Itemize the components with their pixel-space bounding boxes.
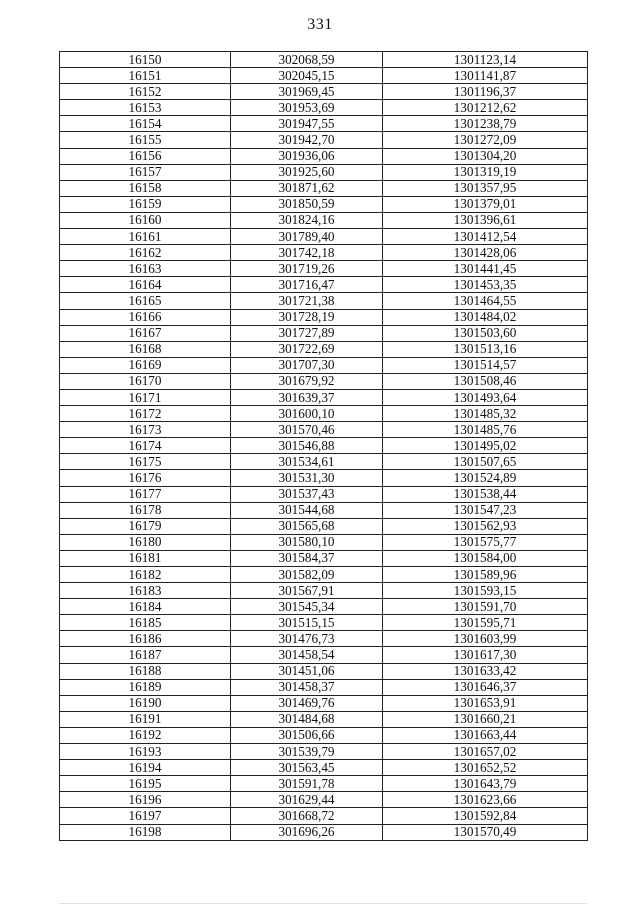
point-number-cell: 16188	[60, 663, 231, 679]
point-number-cell: 16173	[60, 422, 231, 438]
point-number-cell: 16168	[60, 341, 231, 357]
y-coordinate-cell: 1301584,00	[383, 550, 588, 566]
y-coordinate-cell: 1301508,46	[383, 373, 588, 389]
y-coordinate-cell: 1301319,19	[383, 164, 588, 180]
table-row	[60, 438, 588, 454]
table-row	[60, 196, 588, 212]
point-number-cell: 16159	[60, 196, 231, 212]
y-coordinate-cell: 1301562,93	[383, 518, 588, 534]
y-coordinate-cell: 1301304,20	[383, 148, 588, 164]
table-row	[60, 615, 588, 631]
y-coordinate-cell: 1301123,14	[383, 52, 588, 68]
y-coordinate-cell: 1301493,64	[383, 389, 588, 405]
table-row	[60, 325, 588, 341]
y-coordinate-cell: 1301238,79	[383, 116, 588, 132]
table-row	[60, 518, 588, 534]
table-row	[60, 599, 588, 615]
x-coordinate-cell: 301707,30	[231, 357, 383, 373]
x-coordinate-cell: 301580,10	[231, 534, 383, 550]
table-row	[60, 776, 588, 792]
x-coordinate-cell: 301721,38	[231, 293, 383, 309]
point-number-cell: 16154	[60, 116, 231, 132]
table-row	[60, 454, 588, 470]
table-row	[60, 116, 588, 132]
table-row	[60, 792, 588, 808]
x-coordinate-cell: 301679,92	[231, 373, 383, 389]
x-coordinate-cell: 301545,34	[231, 599, 383, 615]
point-number-cell: 16169	[60, 357, 231, 373]
point-number-cell: 16170	[60, 373, 231, 389]
point-number-cell: 16192	[60, 727, 231, 743]
x-coordinate-cell: 301722,69	[231, 341, 383, 357]
x-coordinate-cell: 301600,10	[231, 406, 383, 422]
y-coordinate-cell: 1301212,62	[383, 100, 588, 116]
table-row	[60, 534, 588, 550]
table-row	[60, 760, 588, 776]
table-row	[60, 148, 588, 164]
y-coordinate-cell: 1301643,79	[383, 776, 588, 792]
table-row	[60, 406, 588, 422]
x-coordinate-cell: 301451,06	[231, 663, 383, 679]
table-row	[60, 727, 588, 743]
table-row	[60, 711, 588, 727]
point-number-cell: 16198	[60, 824, 231, 840]
y-coordinate-cell: 1301503,60	[383, 325, 588, 341]
point-number-cell: 16197	[60, 808, 231, 824]
table-row	[60, 422, 588, 438]
point-number-cell: 16187	[60, 647, 231, 663]
y-coordinate-cell: 1301464,55	[383, 293, 588, 309]
x-coordinate-cell: 301539,79	[231, 744, 383, 760]
x-coordinate-cell: 301969,45	[231, 84, 383, 100]
x-coordinate-cell: 301584,37	[231, 550, 383, 566]
point-number-cell: 16180	[60, 534, 231, 550]
table-row	[60, 744, 588, 760]
point-number-cell: 16196	[60, 792, 231, 808]
point-number-cell: 16162	[60, 245, 231, 261]
table-row	[60, 341, 588, 357]
x-coordinate-cell: 301544,68	[231, 502, 383, 518]
x-coordinate-cell: 301582,09	[231, 567, 383, 583]
y-coordinate-cell: 1301485,32	[383, 406, 588, 422]
point-number-cell: 16191	[60, 711, 231, 727]
point-number-cell: 16190	[60, 695, 231, 711]
table-row	[60, 100, 588, 116]
x-coordinate-cell: 301953,69	[231, 100, 383, 116]
table-row	[60, 309, 588, 325]
point-number-cell: 16177	[60, 486, 231, 502]
point-number-cell: 16174	[60, 438, 231, 454]
table-row	[60, 293, 588, 309]
x-coordinate-cell: 301719,26	[231, 261, 383, 277]
x-coordinate-cell: 301531,30	[231, 470, 383, 486]
table-row	[60, 261, 588, 277]
point-number-cell: 16164	[60, 277, 231, 293]
x-coordinate-cell: 301506,66	[231, 727, 383, 743]
table-row	[60, 277, 588, 293]
x-coordinate-cell: 301824,16	[231, 212, 383, 228]
y-coordinate-cell: 1301595,71	[383, 615, 588, 631]
x-coordinate-cell: 301639,37	[231, 389, 383, 405]
y-coordinate-cell: 1301653,91	[383, 695, 588, 711]
y-coordinate-cell: 1301603,99	[383, 631, 588, 647]
y-coordinate-cell: 1301441,45	[383, 261, 588, 277]
point-number-cell: 16151	[60, 68, 231, 84]
y-coordinate-cell: 1301623,66	[383, 792, 588, 808]
x-coordinate-cell: 301591,78	[231, 776, 383, 792]
y-coordinate-cell: 1301547,23	[383, 502, 588, 518]
y-coordinate-cell: 1301589,96	[383, 567, 588, 583]
point-number-cell: 16179	[60, 518, 231, 534]
point-number-cell: 16167	[60, 325, 231, 341]
table-row	[60, 229, 588, 245]
y-coordinate-cell: 1301652,52	[383, 760, 588, 776]
x-coordinate-cell: 301728,19	[231, 309, 383, 325]
x-coordinate-cell: 301947,55	[231, 116, 383, 132]
point-number-cell: 16158	[60, 180, 231, 196]
y-coordinate-cell: 1301412,54	[383, 229, 588, 245]
table-row	[60, 132, 588, 148]
table-row	[60, 550, 588, 566]
y-coordinate-cell: 1301663,44	[383, 727, 588, 743]
point-number-cell: 16185	[60, 615, 231, 631]
point-number-cell: 16155	[60, 132, 231, 148]
point-number-cell: 16182	[60, 567, 231, 583]
table-row	[60, 583, 588, 599]
y-coordinate-cell: 1301575,77	[383, 534, 588, 550]
table-row	[60, 647, 588, 663]
x-coordinate-cell: 302068,59	[231, 52, 383, 68]
point-number-cell: 16195	[60, 776, 231, 792]
x-coordinate-cell: 301458,54	[231, 647, 383, 663]
table-row	[60, 824, 588, 840]
point-number-cell: 16186	[60, 631, 231, 647]
table-row	[60, 502, 588, 518]
x-coordinate-cell: 302045,15	[231, 68, 383, 84]
point-number-cell: 16156	[60, 148, 231, 164]
table-row	[60, 52, 588, 68]
x-coordinate-cell: 301563,45	[231, 760, 383, 776]
y-coordinate-cell: 1301485,76	[383, 422, 588, 438]
x-coordinate-cell: 301537,43	[231, 486, 383, 502]
x-coordinate-cell: 301925,60	[231, 164, 383, 180]
y-coordinate-cell: 1301453,35	[383, 277, 588, 293]
y-coordinate-cell: 1301272,09	[383, 132, 588, 148]
table-row	[60, 357, 588, 373]
point-number-cell: 16194	[60, 760, 231, 776]
y-coordinate-cell: 1301570,49	[383, 824, 588, 840]
point-number-cell: 16161	[60, 229, 231, 245]
table-row	[60, 212, 588, 228]
point-number-cell: 16166	[60, 309, 231, 325]
coordinates-table-body	[60, 52, 588, 841]
point-number-cell: 16193	[60, 744, 231, 760]
point-number-cell: 16172	[60, 406, 231, 422]
x-coordinate-cell: 301469,76	[231, 695, 383, 711]
point-number-cell: 16160	[60, 212, 231, 228]
y-coordinate-cell: 1301495,02	[383, 438, 588, 454]
y-coordinate-cell: 1301646,37	[383, 679, 588, 695]
x-coordinate-cell: 301476,73	[231, 631, 383, 647]
y-coordinate-cell: 1301396,61	[383, 212, 588, 228]
point-number-cell: 16183	[60, 583, 231, 599]
point-number-cell: 16176	[60, 470, 231, 486]
table-row	[60, 180, 588, 196]
point-number-cell: 16189	[60, 679, 231, 695]
x-coordinate-cell: 301567,91	[231, 583, 383, 599]
y-coordinate-cell: 1301591,70	[383, 599, 588, 615]
x-coordinate-cell: 301696,26	[231, 824, 383, 840]
y-coordinate-cell: 1301592,84	[383, 808, 588, 824]
point-number-cell: 16175	[60, 454, 231, 470]
coordinates-table	[59, 51, 588, 841]
x-coordinate-cell: 301515,15	[231, 615, 383, 631]
table-row	[60, 679, 588, 695]
table-row	[60, 389, 588, 405]
point-number-cell: 16150	[60, 52, 231, 68]
y-coordinate-cell: 1301633,42	[383, 663, 588, 679]
y-coordinate-cell: 1301524,89	[383, 470, 588, 486]
y-coordinate-cell: 1301379,01	[383, 196, 588, 212]
y-coordinate-cell: 1301196,37	[383, 84, 588, 100]
y-coordinate-cell: 1301141,87	[383, 68, 588, 84]
x-coordinate-cell: 301936,06	[231, 148, 383, 164]
x-coordinate-cell: 301742,18	[231, 245, 383, 261]
y-coordinate-cell: 1301660,21	[383, 711, 588, 727]
table-row	[60, 245, 588, 261]
point-number-cell: 16171	[60, 389, 231, 405]
table-row	[60, 486, 588, 502]
page-bottom-edge	[59, 903, 587, 904]
table-row	[60, 373, 588, 389]
y-coordinate-cell: 1301507,65	[383, 454, 588, 470]
table-row	[60, 68, 588, 84]
x-coordinate-cell: 301629,44	[231, 792, 383, 808]
x-coordinate-cell: 301546,88	[231, 438, 383, 454]
table-row	[60, 84, 588, 100]
x-coordinate-cell: 301565,68	[231, 518, 383, 534]
x-coordinate-cell: 301716,47	[231, 277, 383, 293]
y-coordinate-cell: 1301513,16	[383, 341, 588, 357]
y-coordinate-cell: 1301357,95	[383, 180, 588, 196]
point-number-cell: 16178	[60, 502, 231, 518]
x-coordinate-cell: 301727,89	[231, 325, 383, 341]
table-row	[60, 470, 588, 486]
table-row	[60, 567, 588, 583]
y-coordinate-cell: 1301657,02	[383, 744, 588, 760]
y-coordinate-cell: 1301428,06	[383, 245, 588, 261]
page-number: 331	[307, 16, 333, 33]
y-coordinate-cell: 1301617,30	[383, 647, 588, 663]
point-number-cell: 16184	[60, 599, 231, 615]
table-row	[60, 808, 588, 824]
y-coordinate-cell: 1301484,02	[383, 309, 588, 325]
x-coordinate-cell: 301458,37	[231, 679, 383, 695]
point-number-cell: 16153	[60, 100, 231, 116]
table-row	[60, 695, 588, 711]
table-row	[60, 663, 588, 679]
y-coordinate-cell: 1301514,57	[383, 357, 588, 373]
point-number-cell: 16163	[60, 261, 231, 277]
table-row	[60, 631, 588, 647]
point-number-cell: 16152	[60, 84, 231, 100]
y-coordinate-cell: 1301538,44	[383, 486, 588, 502]
table-row	[60, 164, 588, 180]
x-coordinate-cell: 301570,46	[231, 422, 383, 438]
point-number-cell: 16157	[60, 164, 231, 180]
x-coordinate-cell: 301850,59	[231, 196, 383, 212]
x-coordinate-cell: 301942,70	[231, 132, 383, 148]
y-coordinate-cell: 1301593,15	[383, 583, 588, 599]
point-number-cell: 16181	[60, 550, 231, 566]
x-coordinate-cell: 301789,40	[231, 229, 383, 245]
x-coordinate-cell: 301871,62	[231, 180, 383, 196]
point-number-cell: 16165	[60, 293, 231, 309]
x-coordinate-cell: 301668,72	[231, 808, 383, 824]
x-coordinate-cell: 301484,68	[231, 711, 383, 727]
x-coordinate-cell: 301534,61	[231, 454, 383, 470]
